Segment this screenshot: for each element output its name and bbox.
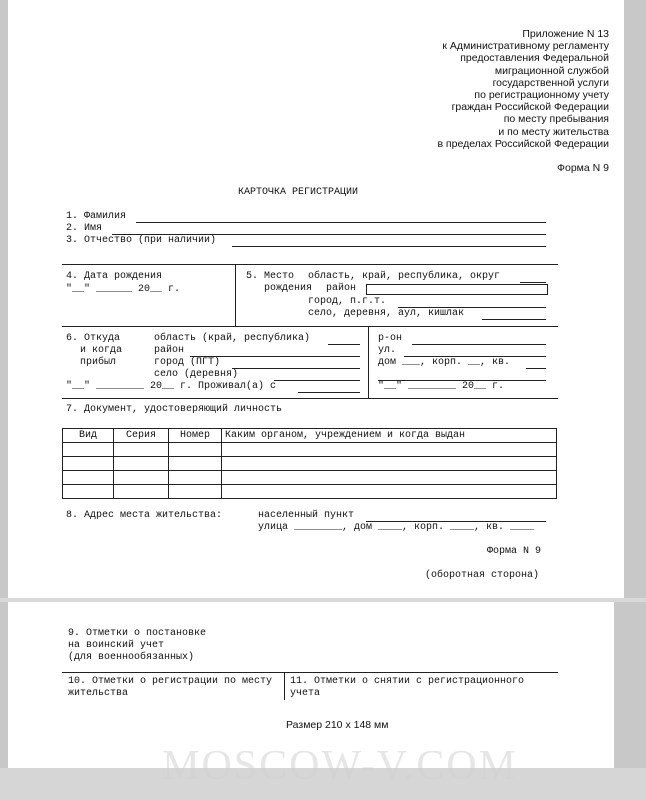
table-row[interactable]: [63, 471, 557, 485]
divider: [284, 672, 285, 700]
arrival-label-3: прибыл: [80, 357, 117, 368]
arrival-city-label: город (ПГТ): [154, 357, 221, 368]
watermark: MOSCOW-V.COM: [162, 743, 518, 789]
col-series: Серия: [114, 429, 169, 443]
military-line: (для военнообязанных): [68, 652, 195, 663]
arrival-village-field[interactable]: [274, 380, 360, 381]
arrival-district-label: район: [154, 345, 185, 356]
page-edge-right-lower: [614, 600, 646, 770]
arrival-date-right[interactable]: "__" ________ 20__ г.: [378, 381, 505, 392]
arrival-street-label: ул.: [378, 345, 397, 356]
birthplace-region-field[interactable]: [520, 282, 546, 283]
birthplace-district-label: район: [326, 283, 357, 294]
document-table: [62, 428, 557, 499]
col-type: Вид: [63, 429, 114, 443]
arrival-city-field[interactable]: [232, 368, 360, 369]
birthplace-district-field[interactable]: [366, 284, 548, 295]
arrival-label-1: 6. Откуда: [66, 333, 121, 344]
document-label: 7. Документ, удостоверяющий личность: [66, 404, 283, 415]
form-label: Форма N 9: [557, 162, 609, 174]
page-edge-left: [0, 0, 8, 800]
approval-line: миграционной службой: [494, 64, 609, 77]
address-label: 8. Адрес места жительства:: [66, 510, 223, 521]
birthplace-label: 5. Место: [246, 271, 295, 282]
patronymic-label: 3. Отчество (при наличии): [66, 235, 217, 246]
deregistration-marks: 11. Отметки о снятии с регистрационного учета: [290, 676, 525, 699]
military-line: 9. Отметки о постановке: [68, 628, 207, 639]
front-form-label: Форма N 9: [487, 546, 542, 557]
approval-line: Приложение N 13: [522, 28, 609, 40]
approval-line: государственной услуги: [492, 76, 609, 89]
arrival-region-field[interactable]: [328, 344, 360, 345]
page-break: [0, 598, 646, 602]
birthplace-village-label: село, деревня, аул, кишлак: [308, 308, 465, 319]
arrival-apartment-field[interactable]: [526, 368, 546, 369]
arrival-region-label: область (край, республика): [154, 333, 311, 344]
arrival-village-label: село (деревня): [154, 369, 239, 380]
approval-line: к Административному регламенту: [442, 40, 609, 53]
table-row[interactable]: [63, 443, 557, 457]
col-issued-by: Каким органом, учреждением и когда выдан: [222, 429, 557, 443]
registration-marks: 10. Отметки о регистрации по месту жительства: [68, 676, 273, 699]
document-title: КАРТОЧКА РЕГИСТРАЦИИ: [238, 187, 359, 198]
approval-line: по регистрационному учету: [474, 89, 609, 102]
surname-label: 1. Фамилия: [66, 211, 127, 222]
col-number: Номер: [169, 429, 222, 443]
birthplace-city-label: город, п.г.т.: [308, 296, 387, 307]
arrival-street-district-field[interactable]: [412, 344, 546, 345]
table-header-row: [63, 429, 557, 443]
approval-line: граждан Российской Федерации: [451, 101, 609, 114]
name-label: 2. Имя: [66, 223, 103, 234]
table-row[interactable]: [63, 457, 557, 471]
arrival-date-line[interactable]: "__" ________ 20__ г. Проживал(а) с: [66, 381, 277, 392]
military-line: на воинский учет: [68, 640, 165, 651]
divider: [235, 264, 236, 326]
table-row[interactable]: [63, 485, 557, 499]
approval-line: предоставления Федеральной: [460, 52, 609, 65]
arrival-label-2: и когда: [80, 345, 123, 356]
size-label: Размер 210 x 148 мм: [286, 719, 389, 731]
divider: [62, 398, 558, 399]
approval-line: и по месту жительства: [498, 125, 609, 138]
divider: [62, 264, 558, 265]
birthplace-region-label: область, край, республика, округ: [308, 271, 501, 282]
approval-line: в пределах Российской Федерации: [437, 137, 609, 150]
divider: [368, 326, 369, 398]
birthplace-village-field[interactable]: [482, 319, 546, 320]
address-street-line[interactable]: улица ________, дом ____, корп. ____, кв. ____: [258, 522, 535, 533]
lived-since-field[interactable]: [298, 392, 360, 393]
reverse-side-label: (оборотная сторона): [425, 570, 540, 581]
birthplace-label-2: рождения: [264, 283, 313, 294]
divider: [62, 672, 558, 673]
approval-line: по месту пребывания: [503, 113, 609, 126]
surname-field[interactable]: [136, 222, 546, 223]
address-settlement-label: населенный пункт: [258, 510, 355, 521]
arrival-street-district-label: р-он: [378, 333, 403, 344]
birthdate-label: 4. Дата рождения: [66, 271, 163, 282]
arrival-house-label: дом ___, корп. __, кв.: [378, 357, 511, 368]
patronymic-field[interactable]: [232, 246, 546, 247]
birthdate-field[interactable]: "__" ______ 20__ г.: [66, 284, 181, 295]
divider: [62, 326, 558, 327]
approval-block: [409, 28, 609, 150]
